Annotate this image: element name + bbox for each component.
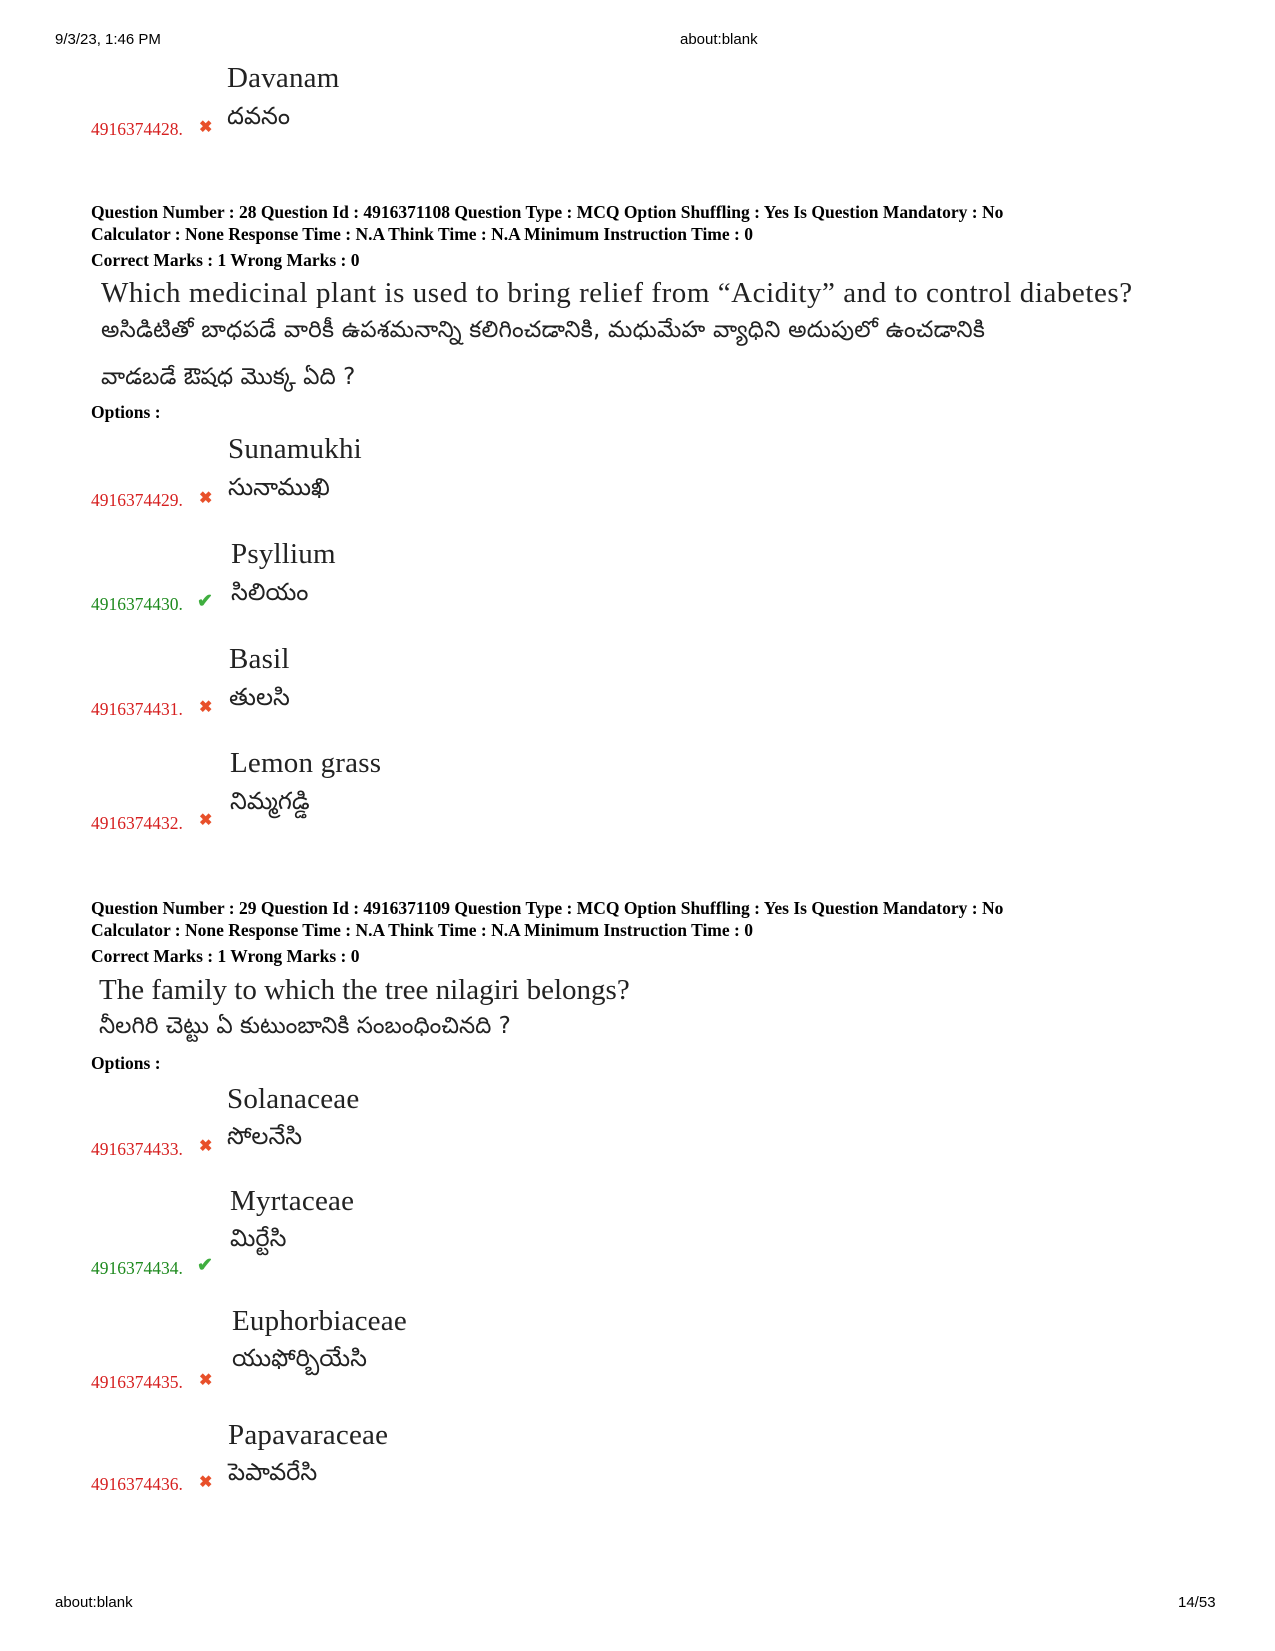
question-text-te-line2: వాడబడే ఔషధ మొక్క ఏది ? (101, 364, 356, 390)
option-text-en: Davanam (227, 62, 340, 94)
options-label: Options : (91, 1053, 161, 1073)
question-text-te-line1: అసిడిటితో బాధపడే వారికీ ఉపశమనాన్ని కలిగించడానికి, మధుమేహ వ్యాధిని అదుపులో ఉంచడానికి (101, 317, 986, 343)
print-page-number: 14/53 (1178, 1594, 1216, 1611)
option-text-en: Solanaceae (227, 1083, 360, 1115)
check-mark-icon: ✔ (197, 1255, 213, 1276)
option-text-te: దవనం (227, 102, 291, 130)
wrong-mark-icon: ✖ (199, 119, 213, 136)
option-id: 4916374435. (91, 1372, 183, 1392)
question-meta-line2: Calculator : None Response Time : N.A Think Time : N.A Minimum Instruction Time : 0 (91, 224, 753, 244)
question-text-te: నీలగిరి చెట్టు ఏ కుటుంబానికి సంబంధించినది ? (99, 1013, 511, 1039)
option-text-en: Euphorbiaceae (232, 1305, 407, 1337)
wrong-mark-icon: ✖ (199, 1474, 213, 1491)
option-text-te: మిర్టేసి (230, 1224, 287, 1252)
question-meta-line2: Calculator : None Response Time : N.A Think Time : N.A Minimum Instruction Time : 0 (91, 920, 753, 940)
option-id: 4916374433. (91, 1139, 183, 1159)
option-text-en: Basil (229, 643, 290, 675)
question-text-en: Which medicinal plant is used to bring relief from “Acidity” and to control diabetes? (101, 277, 1133, 309)
wrong-mark-icon: ✖ (199, 1138, 213, 1155)
option-text-te: సోలనేసి (227, 1122, 303, 1150)
question-meta-line1: Question Number : 29 Question Id : 4916371109 Question Type : MCQ Option Shuffling : Yes Is Question Mandatory : No (91, 898, 1004, 918)
option-id: 4916374436. (91, 1474, 183, 1494)
option-id: 4916374432. (91, 813, 183, 833)
options-label: Options : (91, 402, 161, 422)
option-text-te: పెపావరేసి (228, 1458, 318, 1486)
check-mark-icon: ✔ (197, 591, 213, 612)
wrong-mark-icon: ✖ (199, 490, 213, 507)
wrong-mark-icon: ✖ (199, 699, 213, 716)
option-text-en: Lemon grass (230, 747, 382, 779)
question-text-en: The family to which the tree nilagiri belongs? (99, 974, 630, 1006)
option-id: 4916374434. (91, 1258, 183, 1278)
option-id: 4916374430. (91, 594, 183, 614)
option-id: 4916374429. (91, 490, 183, 510)
wrong-mark-icon: ✖ (199, 812, 213, 829)
print-footer-url: about:blank (55, 1594, 133, 1611)
option-text-te: సునాముఖి (228, 473, 330, 501)
question-marks: Correct Marks : 1 Wrong Marks : 0 (91, 946, 360, 966)
option-text-te: తులసి (229, 683, 290, 711)
option-id: 4916374428. (91, 119, 183, 139)
question-meta-line1: Question Number : 28 Question Id : 4916371108 Question Type : MCQ Option Shuffling : Yes Is Question Mandatory : No (91, 202, 1004, 222)
print-datetime: 9/3/23, 1:46 PM (55, 31, 161, 48)
option-text-en: Papavaraceae (228, 1419, 389, 1451)
print-title: about:blank (680, 31, 758, 48)
question-marks: Correct Marks : 1 Wrong Marks : 0 (91, 250, 360, 270)
option-id: 4916374431. (91, 699, 183, 719)
option-text-te: సిలియం (231, 578, 309, 606)
option-text-en: Myrtaceae (230, 1185, 355, 1217)
option-text-en: Psyllium (231, 538, 336, 570)
option-text-te: యుఫోర్బియేసి (232, 1344, 368, 1372)
option-text-en: Sunamukhi (228, 433, 362, 465)
wrong-mark-icon: ✖ (199, 1372, 213, 1389)
option-text-te: నిమ్మగడ్డి (230, 787, 310, 815)
